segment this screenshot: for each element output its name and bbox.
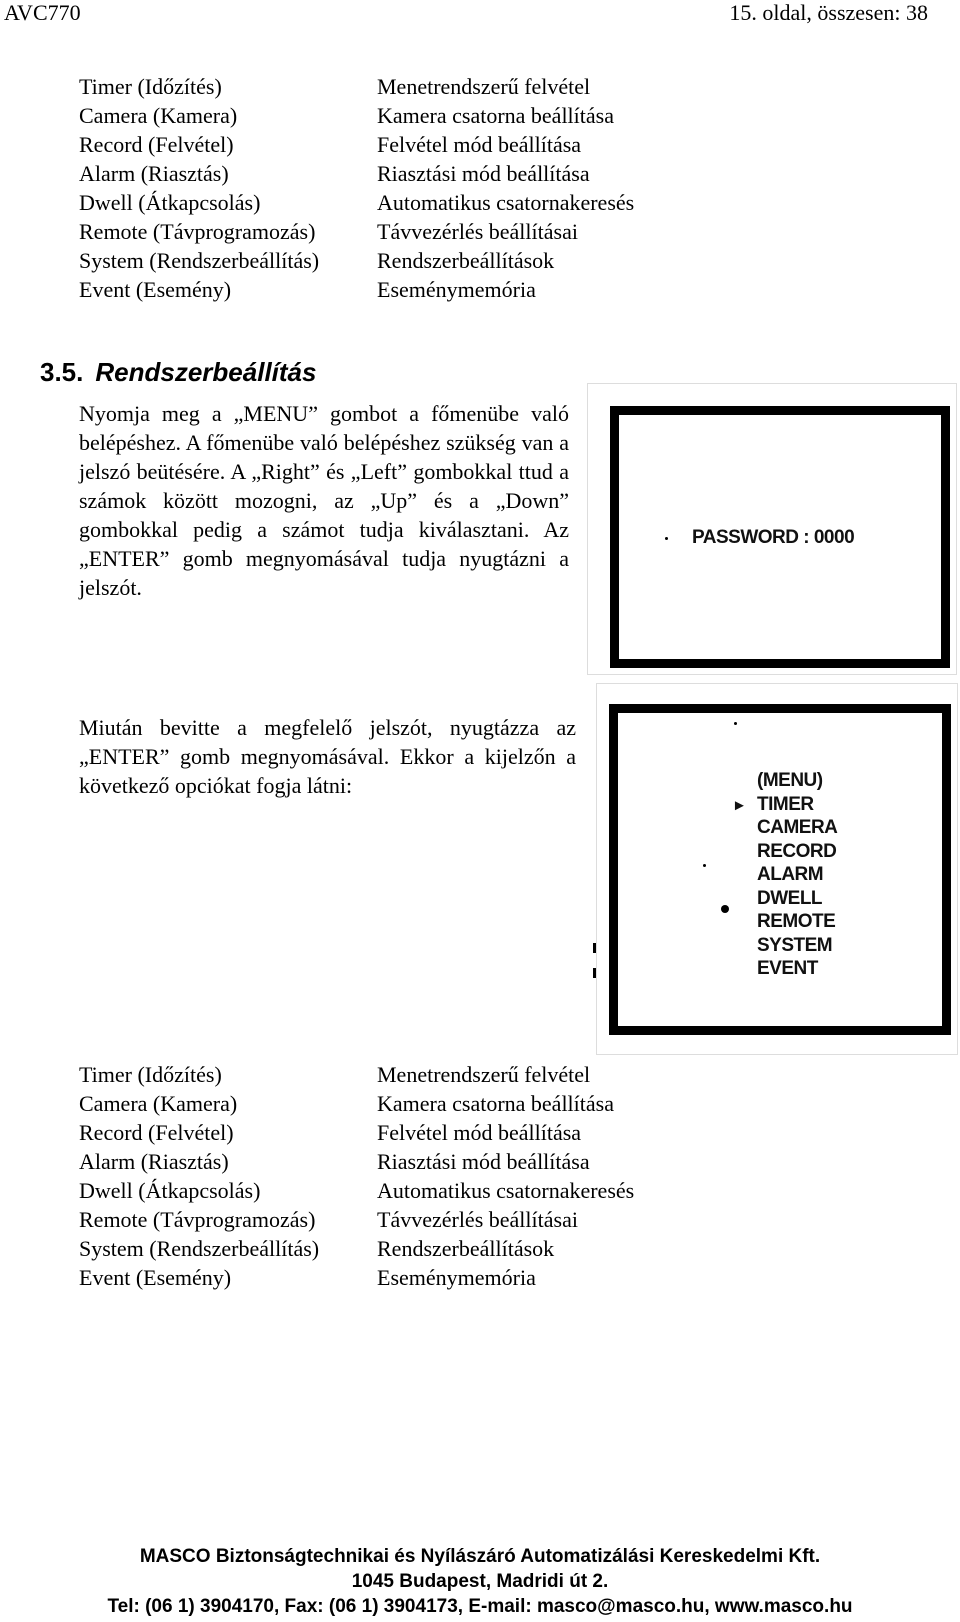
menu-description: Felvétel mód beállítása [377,132,582,157]
osd-menu-item: EVENT [757,958,818,979]
table-row [79,130,634,159]
menu-description: Eseménymemória [377,277,536,302]
table-row [79,188,634,217]
scan-mark [593,968,596,978]
menu-screen-image [596,683,958,1055]
osd-menu [732,769,838,981]
osd-menu-item: ALARM [757,864,824,885]
menu-name: System (Rendszerbeállítás) [79,1236,320,1261]
table-row [79,1263,634,1292]
menu-name: Dwell (Átkapcsolás) [79,1178,261,1203]
table-row [79,159,634,188]
speck [665,537,668,540]
menu-name: Camera (Kamera) [79,103,238,128]
menu-description: Rendszerbeállítások [377,248,555,273]
footer-company: MASCO Biztonságtechnikai és Nyílászáró Automatizálási Kereskedelmi Kft. [139,1546,821,1567]
menu-table-top [79,72,634,304]
menu-description: Távvezérlés beállításai [377,219,578,244]
osd-menu-title: (MENU) [757,770,823,791]
menu-name: Event (Esemény) [79,277,232,302]
doc-code: AVC770 [4,0,81,25]
menu-name: Alarm (Riasztás) [79,1149,229,1174]
table-row [79,217,634,246]
osd-menu-item: CAMERA [757,817,838,838]
menu-name: Timer (Időzítés) [79,74,222,99]
section-heading [40,357,316,388]
section-title: Rendszerbeállítás [95,357,317,387]
password-screen-image [587,383,957,675]
table-row [79,101,634,130]
table-row [79,1234,634,1263]
section-number: 3.5. [40,357,84,387]
table-row [79,1205,634,1234]
menu-name: Record (Felvétel) [79,1120,234,1145]
menu-name: Timer (Időzítés) [79,1062,222,1087]
menu-description: Kamera csatorna beállítása [377,1091,614,1116]
footer [0,1544,960,1619]
menu-description: Menetrendszerű felvétel [377,1062,591,1087]
speck [703,864,706,867]
osd-menu-item: REMOTE [757,911,836,932]
table-row [79,1147,634,1176]
table-row [79,1060,634,1089]
cursor-arrow-icon: ► [732,796,747,814]
footer-address: 1045 Budapest, Madridi út 2. [351,1571,609,1592]
menu-description: Riasztási mód beállítása [377,1149,590,1174]
menu-name: Alarm (Riasztás) [79,161,229,186]
menu-name: Remote (Távprogramozás) [79,219,316,244]
menu-description: Riasztási mód beállítása [377,161,590,186]
menu-name: System (Rendszerbeállítás) [79,248,320,273]
table-row [79,275,634,304]
menu-name: Event (Esemény) [79,1265,232,1290]
table-row [79,1118,634,1147]
menu-description: Kamera csatorna beállítása [377,103,614,128]
osd-menu-item: ► TIMER [757,793,837,817]
menu-description: Menetrendszerű felvétel [377,74,591,99]
menu-table-bottom [79,1060,634,1292]
table-row [79,1089,634,1118]
table-row [79,1176,634,1205]
paragraph-password-instructions: Nyomja meg a „MENU” gombot a főmenübe való belépéshez. A főmenübe való belépéshez szükség van a jelszó beütésére. A „Right” és „Left” gombokkal ttud a számok között mozogni, az „Up” és a „Down” gombokkal pedig a számot tudja kiválasztani. Az „ENTER” gomb megnyomásával tudja nyugtázni a jelszót. [79,401,569,600]
menu-name: Dwell (Átkapcsolás) [79,190,261,215]
footer-contact: Tel: (06 1) 3904170, Fax: (06 1) 3904173, E-mail: masco@masco.hu, www.masco.hu [107,1596,853,1617]
osd-menu-item: SYSTEM [757,934,833,956]
paragraph-menu-intro: Miután bevitte a megfelelő jelszót, nyugtázza az „ENTER” gomb megnyomásával. Ekkor a kijelzőn a következő opciókat fogja látni: [79,715,576,798]
menu-description: Automatikus csatornakeresés [377,190,635,215]
bullet-dot [721,905,729,913]
menu-name: Record (Felvétel) [79,132,234,157]
osd-menu-item: RECORD [757,840,837,862]
password-prompt: PASSWORD : 0000 [692,527,855,548]
table-row [79,246,634,275]
menu-description: Távvezérlés beállításai [377,1207,578,1232]
osd-menu-item: DWELL [757,887,823,909]
menu-name: Remote (Távprogramozás) [79,1207,316,1232]
menu-name: Camera (Kamera) [79,1091,238,1116]
scan-mark [593,943,596,953]
menu-description: Automatikus csatornakeresés [377,1178,635,1203]
table-row [79,72,634,101]
speck [734,722,737,725]
menu-description: Eseménymemória [377,1265,536,1290]
page-info: 15. oldal, összesen: 38 [729,0,928,25]
menu-description: Rendszerbeállítások [377,1236,555,1261]
menu-description: Felvétel mód beállítása [377,1120,582,1145]
